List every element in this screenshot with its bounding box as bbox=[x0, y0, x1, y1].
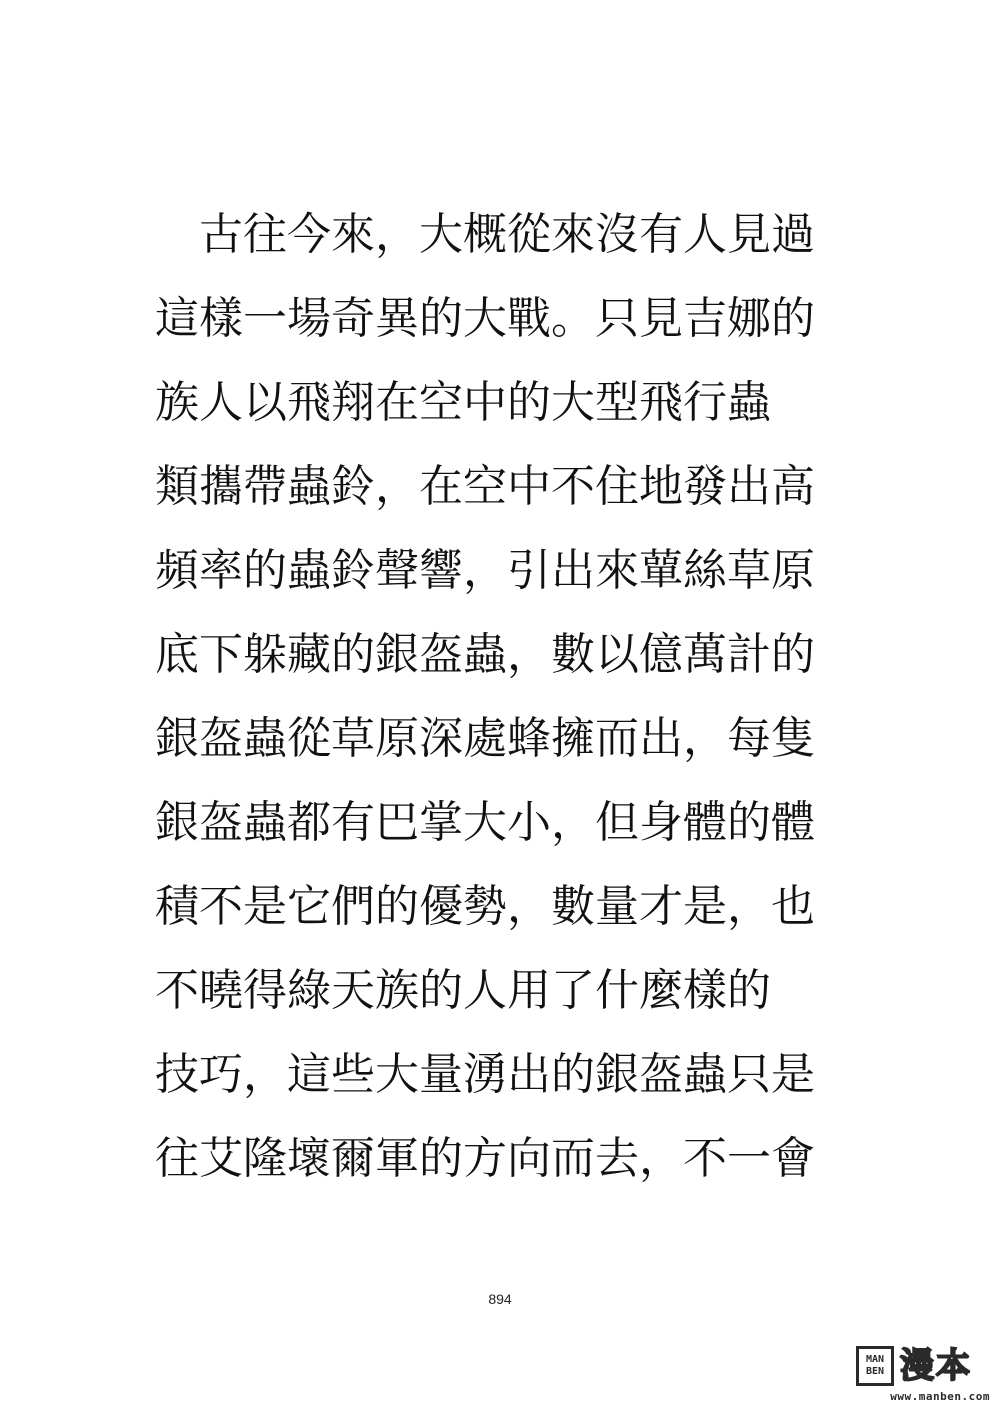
page-number: 894 bbox=[488, 1291, 512, 1307]
watermark-logo-icon bbox=[856, 1346, 894, 1386]
text-line: 頻率的蟲鈴聲響，引出來蕇絲草原 bbox=[155, 545, 815, 596]
text-line: 古往今來，大概從來沒有人見過 bbox=[155, 209, 815, 260]
watermark-logo-bottom: BEN bbox=[865, 1366, 885, 1377]
text-line: 銀盔蟲都有巴掌大小，但身體的體 bbox=[155, 797, 815, 848]
text-line: 往艾隆壞爾軍的方向而去，不一會 bbox=[155, 1133, 815, 1184]
text-line: 類攜帶蟲鈴，在空中不住地發出高 bbox=[155, 461, 815, 512]
text-line: 不曉得綠天族的人用了什麼樣的 bbox=[155, 965, 771, 1016]
watermark-url: www.manben.com bbox=[890, 1390, 990, 1403]
watermark bbox=[856, 1346, 990, 1406]
watermark-title: 漫本 bbox=[900, 1346, 972, 1386]
text-line: 銀盔蟲從草原深處蜂擁而出，每隻 bbox=[155, 713, 815, 764]
text-line: 技巧，這些大量湧出的銀盔蟲只是 bbox=[155, 1049, 815, 1100]
text-line: 積不是它們的優勢，數量才是，也 bbox=[155, 881, 815, 932]
watermark-logo-top: MAN bbox=[865, 1354, 885, 1365]
text-line: 底下躲藏的銀盔蟲，數以億萬計的 bbox=[155, 629, 815, 680]
text-line: 這樣一場奇異的大戰。只見吉娜的 bbox=[155, 293, 815, 344]
text-line: 族人以飛翔在空中的大型飛行蟲 bbox=[155, 377, 771, 428]
body-text bbox=[155, 196, 855, 1204]
